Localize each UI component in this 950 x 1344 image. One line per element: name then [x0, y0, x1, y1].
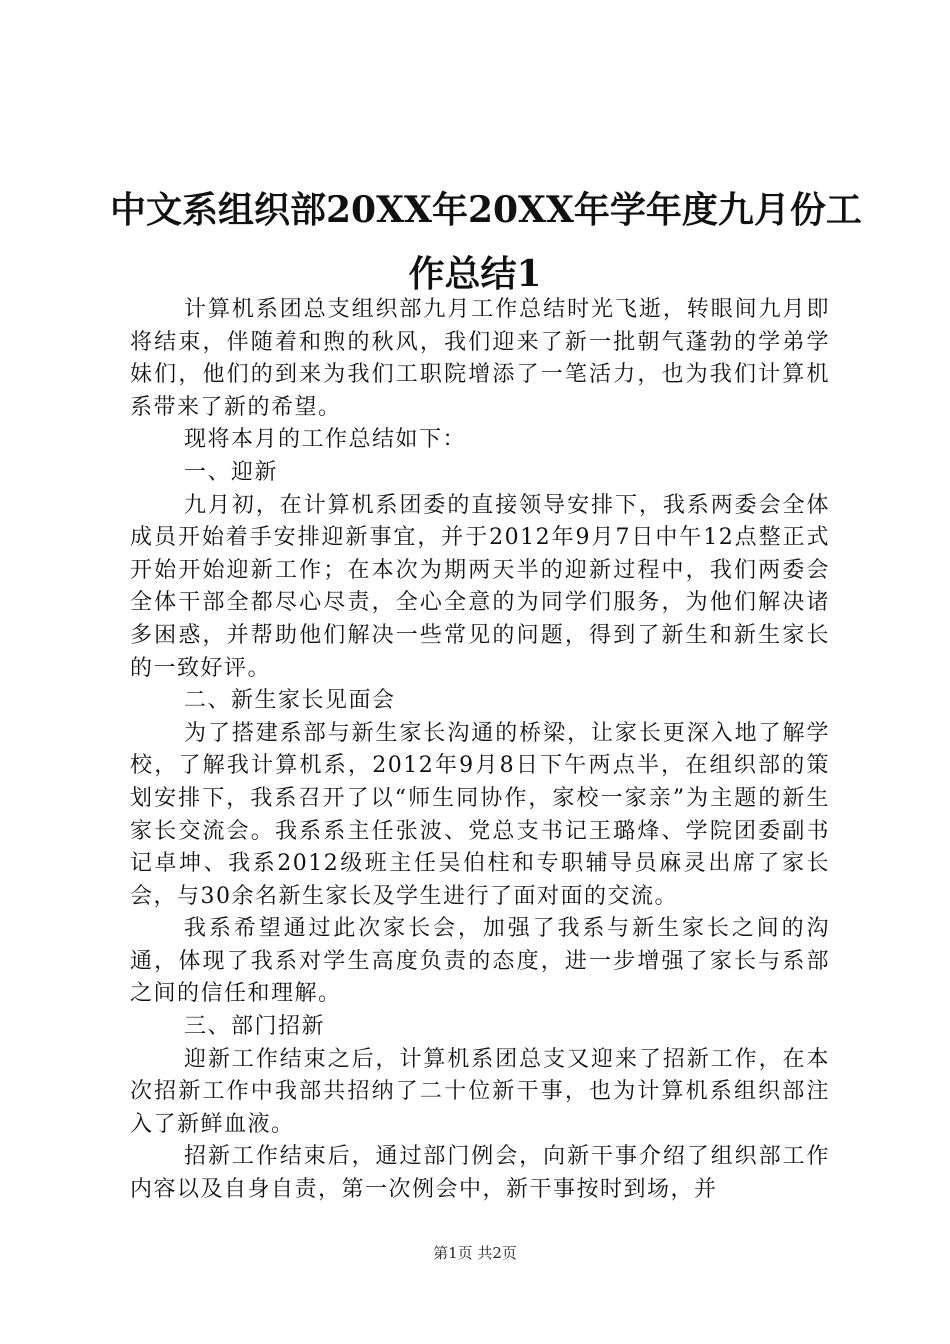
paragraph-welcome: 九月初，在计算机系团委的直接领导安排下，我系两委会全体成员开始着手安排迎新事宜，并于2012年9月7日中午12点整正式开始开始迎新工作；在本次为期两天半的迎新过程中，我们两委会全体干部全都尽心尽责，全心全意的为同学们服务，为他们解决诸多困惑，并帮助他们解决一些常见的问题，得到了新生和新生家长的一致好评。	[130, 492, 830, 681]
section-heading-parent-meeting: 二、新生家长见面会	[184, 688, 396, 714]
page-footer: 第1页 共2页	[433, 1244, 517, 1262]
section-heading-recruitment: 三、部门招新	[184, 1014, 326, 1040]
document-title	[110, 178, 862, 306]
paragraph-parent-meeting: 为了搭建系部与新生家长沟通的桥梁，让家长更深入地了解学校，了解我计算机系，2012年9月8日下午两点半，在组织部的策划安排下，我系召开了以“师生同协作，家校一家亲”为主题的新生家长交流会。我系系主任张波、党总支书记王璐烽、学院团委副书记卓坤、我系2012级班主任吴伯柱和专职辅导员麻灵出席了家长会，与30余名新生家长及学生进行了面对面的交流。	[130, 720, 830, 909]
section-heading-welcome: 一、迎新	[184, 459, 279, 485]
paragraph-recruitment-followup: 招新工作结束后，通过部门例会，向新干事介绍了组织部工作内容以及自身自责，第一次例会中，新干事按时到场，并	[130, 1144, 830, 1203]
title-line-2: 作总结1	[408, 253, 542, 295]
document-body	[130, 294, 830, 1207]
paragraph-summary-lead: 现将本月的工作总结如下：	[184, 427, 467, 453]
paragraph-intro: 计算机系团总支组织部九月工作总结时光飞逝，转眼间九月即将结束，伴随着和煦的秋风，我们迎来了新一批朝气蓬勃的学弟学妹们，他们的到来为我们工职院增添了一笔活力，也为我们计算机系带来了新的希望。	[130, 297, 830, 420]
title-line-1: 中文系组织部20XX年20XX年学年度九月份工	[110, 189, 862, 231]
paragraph-recruitment: 迎新工作结束之后，计算机系团总支又迎来了招新工作，在本次招新工作中我部共招纳了二十位新干事，也为计算机系组织部注入了新鲜血液。	[130, 1046, 830, 1137]
paragraph-parent-meeting-result: 我系希望通过此次家长会，加强了我系与新生家长之间的沟通，体现了我系对学生高度负责的态度，进一步增强了家长与系部之间的信任和理解。	[130, 916, 830, 1007]
